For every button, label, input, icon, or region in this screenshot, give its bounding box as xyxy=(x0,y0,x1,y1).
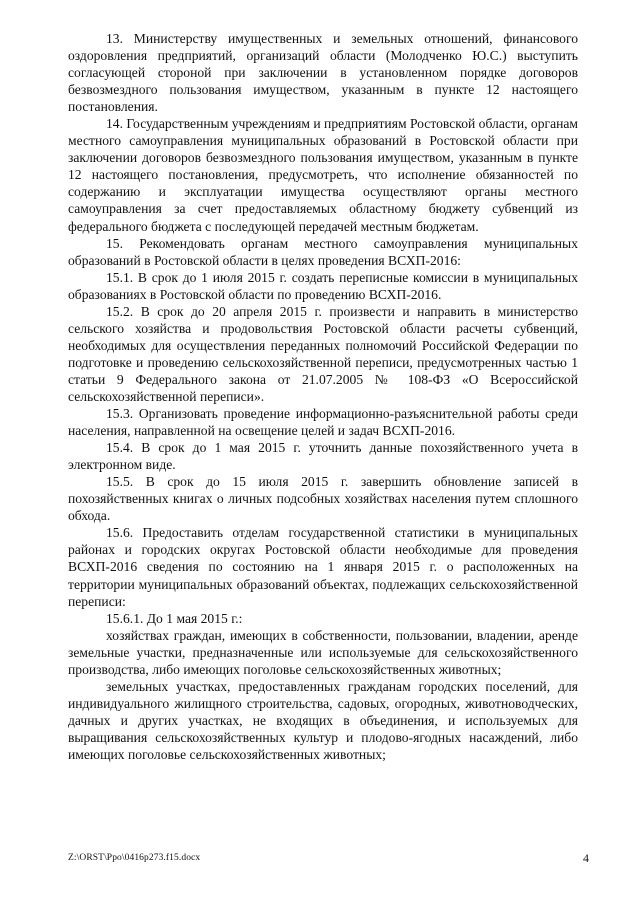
paragraph-15-6: 15.6. Предоставить отделам государственной статистики в муниципальных районах и городских округах Ростовской области необходимые для проведения ВСХП-2016 сведения по состоянию на 1 января 2015 г. о расположенных на территории муниципальных образований объектах, подлежащих сельскохозяйственной переписи: xyxy=(68,525,578,609)
paragraph-15-2: 15.2. В срок до 20 апреля 2015 г. произвести и направить в министерство сельского хозяйства и продовольствия Ростовской области расчеты субвенций, необходимых для осуществления переданных полномочий Российской Федерации по подготовке и проведению сельскохозяйственной переписи, предусмотренных частью 1 статьи 9 Федерального закона от 21.07.2005 № 108-ФЗ «О Всероссийской сельскохозяйственной переписи». xyxy=(68,303,578,404)
paragraph-14: 14. Государственным учреждениям и предприятиям Ростовской области, органам местного самоуправления муниципальных образований в Ростовской области при заключении договоров безвозмездного пользования имуществом, указанным в пункте 12 настоящего постановления, предусмотреть, что исполнение обязанностей по содержанию и эксплуатации имущества осуществляют органы местного самоуправления за счет предоставляемых областному бюджету субвенций из федерального бюджета с последующей передачей местным бюджетам. xyxy=(68,116,579,234)
paragraph-15-3: 15.3. Организовать проведение информационно-разъяснительной работы среди населения, направленной на освещение целей и задач ВСХП-2016. xyxy=(68,406,578,439)
footer-file-path: Z:\ORST\Ppo\0416p273.f15.docx xyxy=(68,853,201,863)
paragraph-households: хозяйствах граждан, имеющих в собственности, пользовании, владении, аренде земельные участки, предназначенные или используемые для сельскохозяйственного производства, либо имеющих поголовье сельскохозяйственных животных; xyxy=(68,627,578,677)
paragraph-15-5: 15.5. В срок до 15 июля 2015 г. завершить обновление записей в похозяйственных книгах о личных подсобных хозяйствах населения путем сплошного обхода. xyxy=(68,474,578,524)
paragraph-15-1: 15.1. В срок до 1 июля 2015 г. создать переписные комиссии в муниципальных образованиях в Ростовской области по проведению ВСХП-2016. xyxy=(68,269,578,302)
paragraph-13: 13. Министерству имущественных и земельных отношений, финансового оздоровления предприятий, организаций области (Молодченко Ю.С.) выступить согласующей стороной при заключении в установленном порядке договоров безвозмездного пользования имуществом, указанным в пункте 12 настоящего постановления. xyxy=(68,31,578,115)
paragraph-15-6-1: 15.6.1. До 1 мая 2015 г.: xyxy=(106,610,243,626)
paragraph-15: 15. Рекомендовать органам местного самоуправления муниципальных образований в Ростовской области в целях проведения ВСХП-2016: xyxy=(68,235,578,268)
page-number: 4 xyxy=(583,851,589,865)
paragraph-15-4: 15.4. В срок до 1 мая 2015 г. уточнить данные похозяйственного учета в электронном виде. xyxy=(68,440,578,473)
document-body xyxy=(68,30,578,763)
paragraph-land-plots: земельных участках, предоставленных гражданам городских поселений, для индивидуального жилищного строительства, садовых, огородных, животноводческих, дачных и других участках, не входящих в объединения, и используемых для выращивания сельскохозяйственных культур и плодово-ягодных насаждений, либо имеющих поголовье сельскохозяйственных животных; xyxy=(68,678,578,762)
